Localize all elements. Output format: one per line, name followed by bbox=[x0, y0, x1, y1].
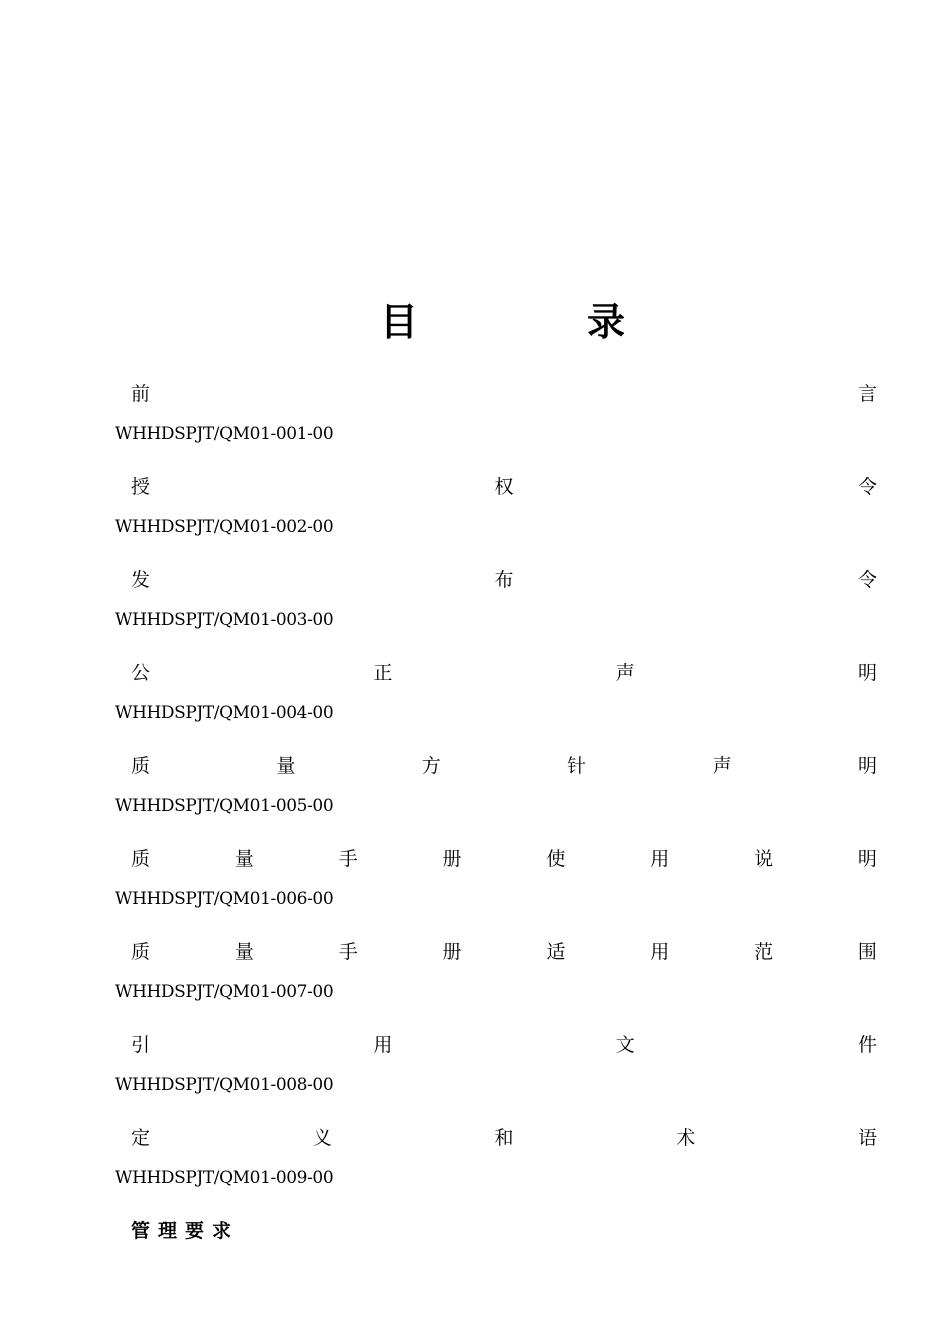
heading-char: 正 bbox=[373, 662, 393, 684]
heading-char: 声 bbox=[615, 662, 635, 684]
section-heading-management-requirements: 管理要求 bbox=[131, 1220, 240, 1242]
toc-entry-heading bbox=[131, 475, 877, 499]
heading-char: 令 bbox=[857, 569, 877, 591]
heading-char: 令 bbox=[857, 476, 877, 498]
heading-char: 册 bbox=[442, 848, 462, 870]
heading-char: 布 bbox=[494, 569, 514, 591]
toc-entry-code: WHHDSPJT/QM01-009-00 bbox=[115, 1168, 334, 1188]
toc-title bbox=[380, 296, 625, 348]
heading-char: 方 bbox=[421, 755, 441, 777]
toc-entry-preface bbox=[0, 382, 950, 452]
toc-entry-heading bbox=[131, 847, 877, 871]
heading-char: 前 bbox=[131, 383, 151, 405]
heading-char: 质 bbox=[131, 848, 151, 870]
heading-char: 手 bbox=[338, 941, 358, 963]
heading-char: 用 bbox=[373, 1034, 393, 1056]
heading-char: 册 bbox=[442, 941, 462, 963]
heading-char: 针 bbox=[567, 755, 587, 777]
toc-entry-heading bbox=[131, 1033, 877, 1057]
heading-char: 声 bbox=[712, 755, 732, 777]
heading-char: 权 bbox=[494, 476, 514, 498]
toc-entry-code: WHHDSPJT/QM01-002-00 bbox=[115, 517, 334, 537]
heading-char: 适 bbox=[546, 941, 566, 963]
toc-entry-code: WHHDSPJT/QM01-006-00 bbox=[115, 889, 334, 909]
toc-entry-code: WHHDSPJT/QM01-004-00 bbox=[115, 703, 334, 723]
toc-entry-references bbox=[0, 1033, 950, 1103]
heading-char: 量 bbox=[276, 755, 296, 777]
heading-char: 义 bbox=[312, 1127, 332, 1149]
heading-char: 说 bbox=[754, 848, 774, 870]
heading-char: 明 bbox=[857, 848, 877, 870]
toc-entry-heading bbox=[131, 754, 877, 778]
toc-entry-heading bbox=[131, 1126, 877, 1150]
heading-char: 用 bbox=[650, 941, 670, 963]
toc-entry-quality-policy bbox=[0, 754, 950, 824]
toc-entry-heading bbox=[131, 382, 877, 406]
heading-char: 术 bbox=[676, 1127, 696, 1149]
toc-entry-release-order bbox=[0, 568, 950, 638]
toc-entry-manual-scope bbox=[0, 940, 950, 1010]
heading-char: 质 bbox=[131, 755, 151, 777]
toc-entry-heading bbox=[131, 940, 877, 964]
toc-entry-code: WHHDSPJT/QM01-001-00 bbox=[115, 424, 334, 444]
toc-entry-definitions bbox=[0, 1126, 950, 1196]
heading-char: 质 bbox=[131, 941, 151, 963]
heading-char: 件 bbox=[857, 1034, 877, 1056]
toc-title-char-1: 目 bbox=[380, 300, 419, 344]
toc-title-char-2: 录 bbox=[586, 300, 625, 344]
heading-char: 明 bbox=[857, 662, 877, 684]
heading-char: 公 bbox=[131, 662, 151, 684]
heading-char: 范 bbox=[754, 941, 774, 963]
heading-char: 用 bbox=[650, 848, 670, 870]
heading-char: 量 bbox=[234, 848, 254, 870]
heading-char: 言 bbox=[857, 383, 877, 405]
heading-char: 文 bbox=[615, 1034, 635, 1056]
heading-char: 发 bbox=[131, 569, 151, 591]
toc-entry-manual-usage bbox=[0, 847, 950, 917]
heading-char: 语 bbox=[857, 1127, 877, 1149]
heading-char: 围 bbox=[857, 941, 877, 963]
toc-entry-authorization bbox=[0, 475, 950, 545]
toc-entry-impartiality bbox=[0, 661, 950, 731]
toc-entry-heading bbox=[131, 661, 877, 685]
heading-char: 授 bbox=[131, 476, 151, 498]
heading-char: 引 bbox=[131, 1034, 151, 1056]
toc-entry-code: WHHDSPJT/QM01-007-00 bbox=[115, 982, 334, 1002]
heading-char: 使 bbox=[546, 848, 566, 870]
heading-char: 手 bbox=[338, 848, 358, 870]
heading-char: 明 bbox=[857, 755, 877, 777]
toc-entry-code: WHHDSPJT/QM01-005-00 bbox=[115, 796, 334, 816]
heading-char: 和 bbox=[494, 1127, 514, 1149]
toc-entry-heading bbox=[131, 568, 877, 592]
toc-entry-code: WHHDSPJT/QM01-003-00 bbox=[115, 610, 334, 630]
heading-char: 量 bbox=[234, 941, 254, 963]
heading-char: 定 bbox=[131, 1127, 151, 1149]
toc-entry-code: WHHDSPJT/QM01-008-00 bbox=[115, 1075, 334, 1095]
